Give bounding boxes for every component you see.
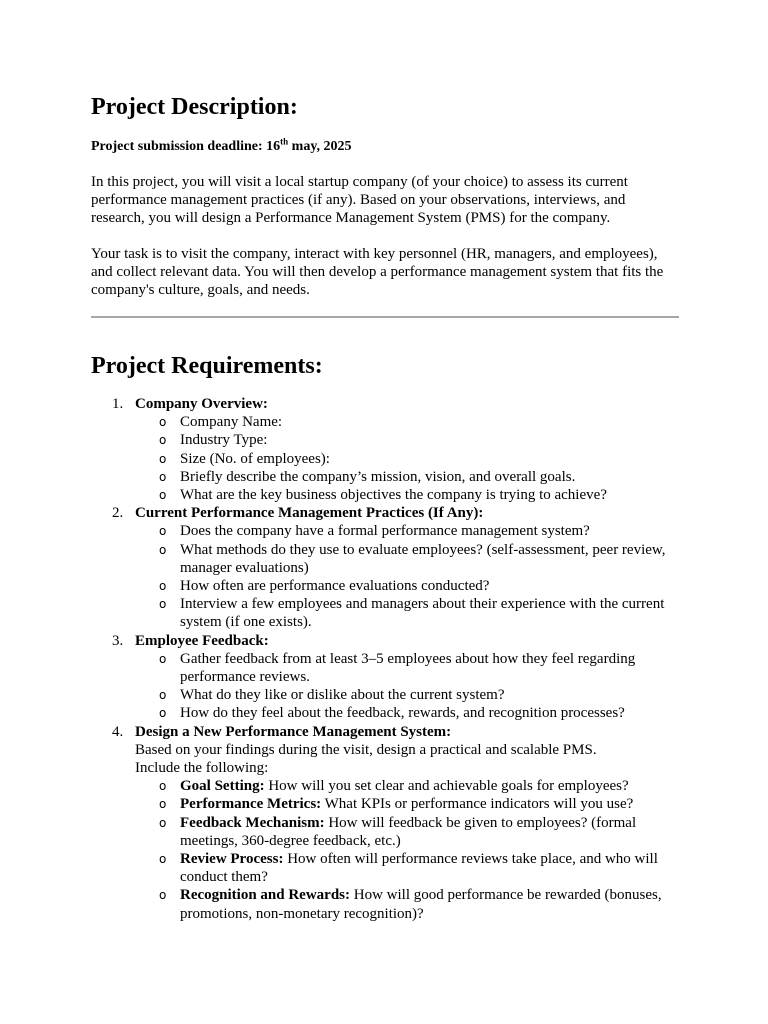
item-number: 4. [112,723,124,740]
bullet-marker: o [159,888,167,903]
bullet-marker: o [159,542,167,557]
sub-item: o Goal Setting: How will you set clear and achievable goals for employees? [159,778,629,795]
item-number: 2. [112,505,124,522]
bullet-marker: o [159,706,167,721]
requirement-item [91,632,679,723]
requirement-item [91,395,679,504]
bullet-marker: o [159,433,167,448]
bullet-marker: o [159,797,167,812]
sub-item: o Size (No. of employees): [159,450,330,467]
section-divider [91,316,679,318]
bullet-marker: o [159,469,167,484]
sub-item: o How often are performance evaluations conducted? [159,578,490,595]
sub-item: o Gather feedback from at least 3–5 employees about how they feel regarding performance reviews. [159,650,636,686]
submission-deadline: Project submission deadline: 16th may, 2025 [91,136,352,154]
item-intro: Include the following: [135,760,269,777]
item-title: Current Performance Management Practices (If Any): [135,505,484,522]
sub-item: o Briefly describe the company’s mission, vision, and overall goals. [159,468,576,485]
item-number: 1. [112,396,124,412]
sub-list [135,650,679,723]
item-title: Employee Feedback: [135,632,269,649]
sub-item: o Feedback Mechanism: How will feedback be given to employees? (formal meetings, 360-degree feedback, etc.) [159,814,637,849]
item-title: Company Overview: [135,396,268,412]
sub-item: o How do they feel about the feedback, rewards, and recognition processes? [159,705,625,722]
requirement-item [91,504,679,631]
bullet-marker: o [159,488,167,503]
bullet-marker: o [159,779,167,794]
sub-item: o What methods do they use to evaluate employees? (self-assessment, peer review, manager evaluations) [159,541,666,576]
description-paragraph-2: Your task is to visit the company, interact with key personnel (HR, managers, and employees), and collect relevant data. You will then develop a performance management system that fits the company's culture, goals, and needs. [91,246,664,298]
sub-item: o What do they like or dislike about the current system? [159,687,505,704]
bullet-marker: o [159,815,167,830]
bullet-marker: o [159,651,167,666]
requirements-list [91,395,679,923]
item-number: 3. [112,632,124,649]
sub-list [135,777,679,923]
bullet-marker: o [159,688,167,703]
requirement-item [91,723,679,923]
bullet-marker: o [159,579,167,594]
sub-item: o Review Process: How often will performance reviews take place, and who will conduct them? [159,851,658,886]
item-title: Design a New Performance Management System: [135,723,452,740]
sub-item: o Industry Type: [159,432,268,449]
sub-item: o Company Name: [159,414,283,431]
bullet-marker: o [159,524,167,539]
bullet-marker: o [159,597,167,612]
bullet-marker: o [159,451,167,466]
sub-item: o Does the company have a formal performance management system? [159,523,590,540]
project-description-heading: Project Description: [91,94,298,120]
sub-list [135,413,679,504]
sub-item: o Performance Metrics: What KPIs or performance indicators will you use? [159,796,634,813]
sub-item: o Interview a few employees and managers about their experience with the current system (if one exists). [159,596,665,631]
document-page [91,92,679,923]
item-intro: Based on your findings during the visit, design a practical and scalable PMS. [135,741,597,758]
project-requirements-heading: Project Requirements: [91,353,323,379]
sub-item: o Recognition and Rewards: How will good performance be rewarded (bonuses, promotions, non-monetary recognition)? [159,887,662,922]
sub-list [135,522,679,631]
description-paragraph-1: In this project, you will visit a local startup company (of your choice) to assess its current performance management practices (if any). Based on your observations, interviews, and research, you will design a Performance Management System (PMS) for the company. [91,174,628,226]
sub-item: o What are the key business objectives the company is trying to achieve? [159,487,607,504]
bullet-marker: o [159,852,167,867]
bullet-marker: o [159,415,167,430]
